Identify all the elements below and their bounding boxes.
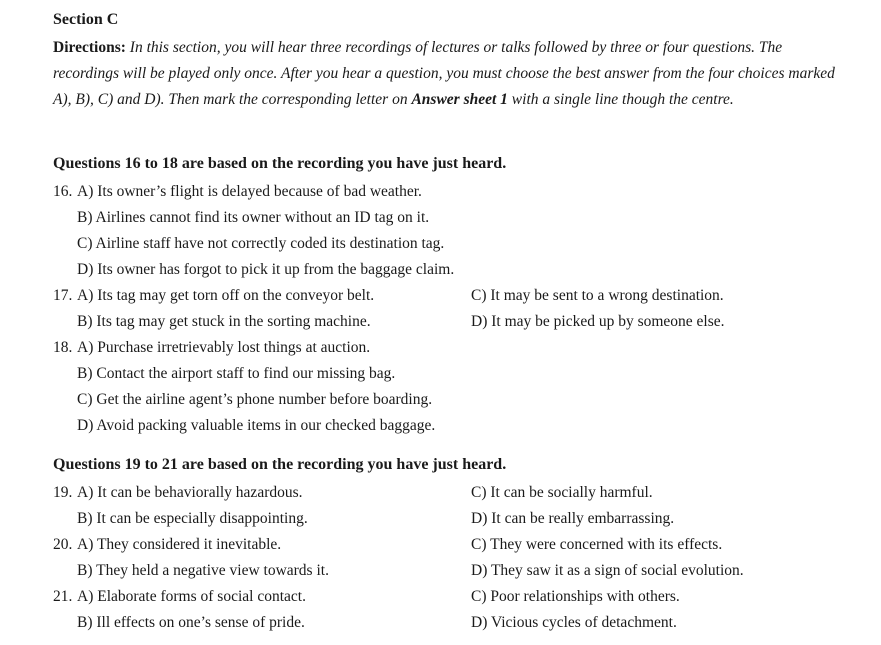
q20-option-c: C) They were concerned with its effects. bbox=[471, 536, 723, 553]
q16-option-b: B) Airlines cannot find its owner without an ID tag on it. bbox=[77, 209, 430, 226]
q21-option-a: A) Elaborate forms of social contact. bbox=[77, 588, 306, 605]
group-1-title: Questions 16 to 18 are based on the recording you have just heard. bbox=[53, 155, 507, 172]
directions-label: Directions: bbox=[53, 39, 126, 56]
directions-text-2: with a single line though the centre. bbox=[507, 91, 734, 108]
question-number: 21. bbox=[53, 588, 73, 605]
q21-option-c: C) Poor relationships with others. bbox=[471, 588, 680, 605]
q18-option-b: B) Contact the airport staff to find our missing bag. bbox=[77, 365, 396, 382]
q17-option-b: B) Its tag may get stuck in the sorting machine. bbox=[77, 313, 371, 330]
section-title: Section C bbox=[53, 11, 119, 28]
q17-option-a: A) Its tag may get torn off on the conveyor belt. bbox=[77, 287, 375, 304]
q20-option-d: D) They saw it as a sign of social evolution. bbox=[471, 562, 744, 579]
q20-option-a: A) They considered it inevitable. bbox=[77, 536, 282, 553]
question-number: 18. bbox=[53, 339, 73, 356]
q17-option-d: D) It may be picked up by someone else. bbox=[471, 313, 725, 330]
q18-option-d: D) Avoid packing valuable items in our checked baggage. bbox=[77, 417, 436, 434]
q16-option-d: D) Its owner has forgot to pick it up from the baggage claim. bbox=[77, 261, 455, 278]
q19-option-c: C) It can be socially harmful. bbox=[471, 484, 653, 501]
answer-sheet-ref: Answer sheet 1 bbox=[411, 91, 508, 108]
q18-option-a: A) Purchase irretrievably lost things at auction. bbox=[77, 339, 371, 356]
q20-option-b: B) They held a negative view towards it. bbox=[77, 562, 329, 579]
q16-option-a: A) Its owner’s flight is delayed because of bad weather. bbox=[77, 183, 422, 200]
question-number: 20. bbox=[53, 536, 73, 553]
q21-option-d: D) Vicious cycles of detachment. bbox=[471, 614, 677, 631]
directions-text-1: In this section, you will hear three recordings of lectures or talks followed by three or four questions. The recordings will be played only once. After you hear a question, you must choose the best answer from the four choices marked A), B), C) and D). Then mark the corresponding letter on bbox=[53, 39, 835, 108]
q21-option-b: B) Ill effects on one’s sense of pride. bbox=[77, 614, 305, 631]
q19-option-d: D) It can be really embarrassing. bbox=[471, 510, 675, 527]
question-number: 16. bbox=[53, 183, 73, 200]
q16-option-c: C) Airline staff have not correctly coded its destination tag. bbox=[77, 235, 445, 252]
question-number: 17. bbox=[53, 287, 73, 304]
q18-option-c: C) Get the airline agent’s phone number before boarding. bbox=[77, 391, 433, 408]
q19-option-b: B) It can be especially disappointing. bbox=[77, 510, 308, 527]
directions-paragraph bbox=[53, 35, 843, 113]
question-number: 19. bbox=[53, 484, 73, 501]
q19-option-a: A) It can be behaviorally hazardous. bbox=[77, 484, 303, 501]
q17-option-c: C) It may be sent to a wrong destination. bbox=[471, 287, 724, 304]
group-2-title: Questions 19 to 21 are based on the recording you have just heard. bbox=[53, 456, 507, 473]
